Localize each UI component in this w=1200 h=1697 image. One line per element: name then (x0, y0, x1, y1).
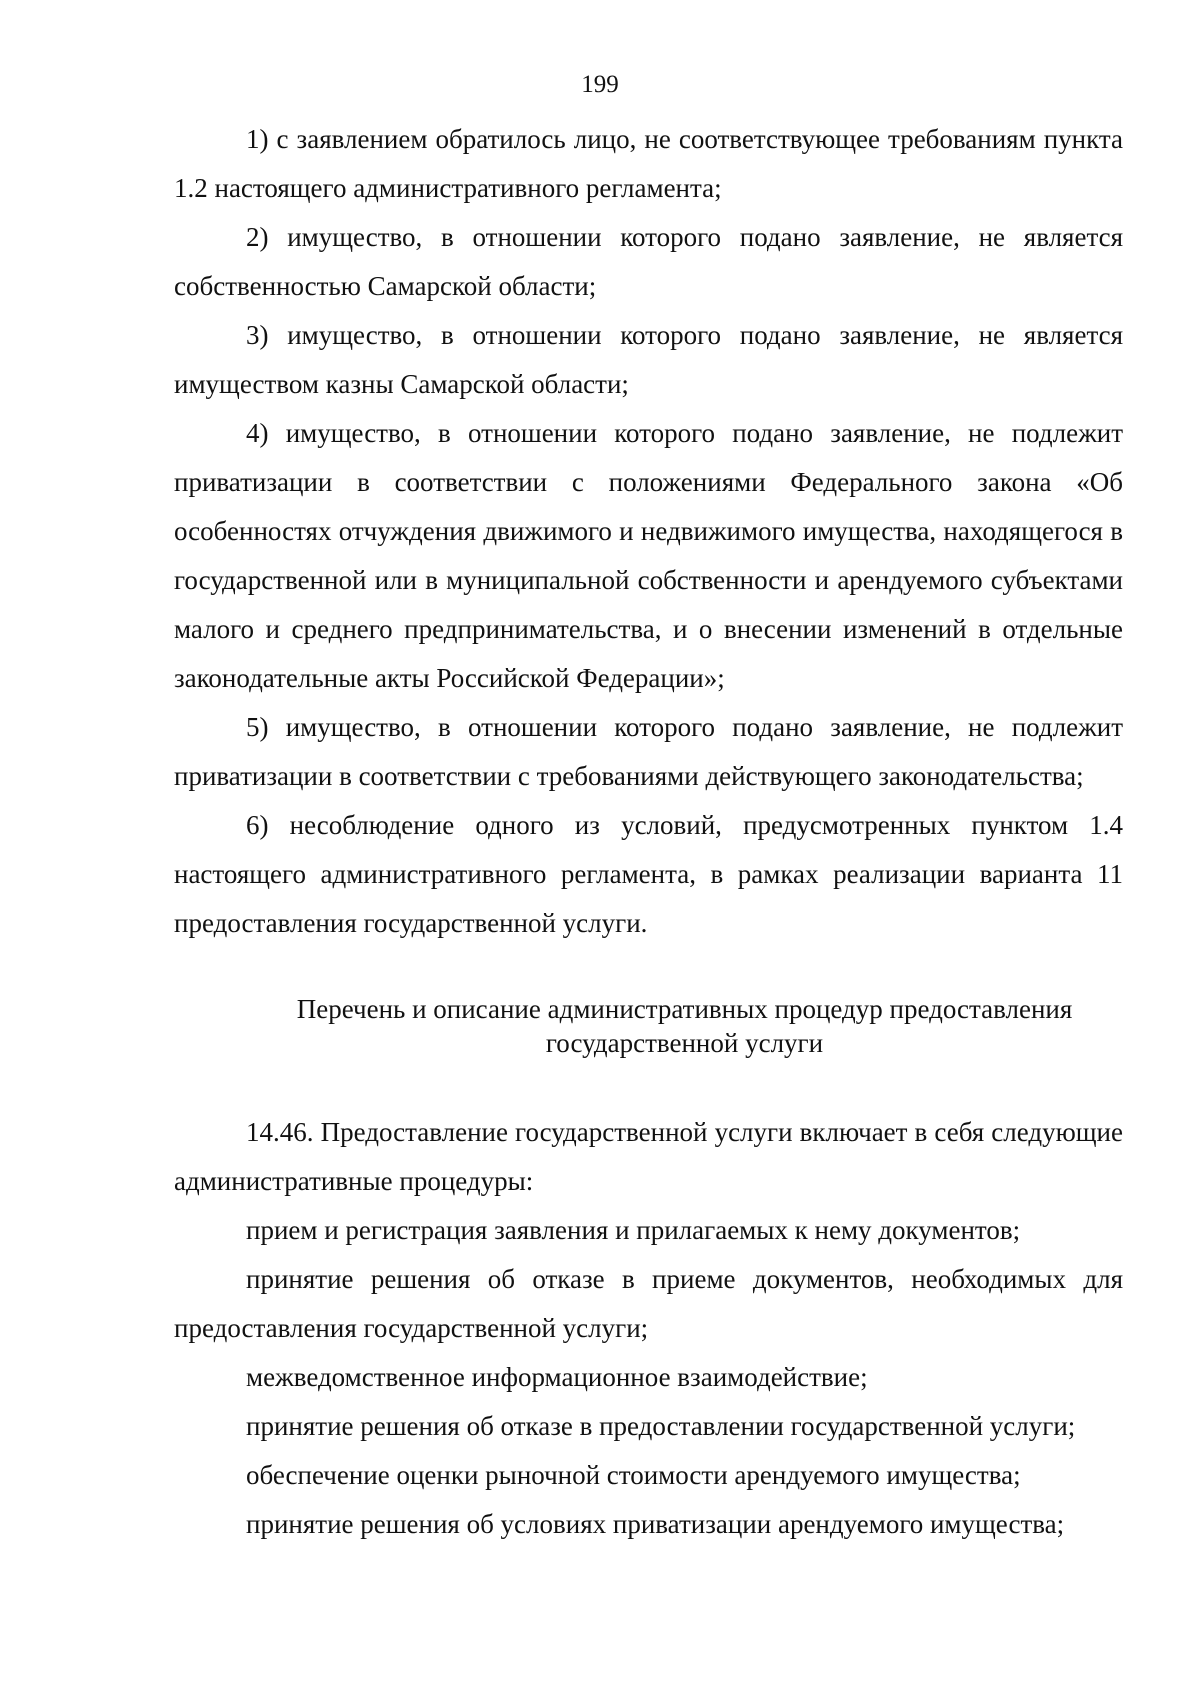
procedure-item-6: принятие решения об условиях приватизации арендуемого имущества; (246, 1509, 1065, 1539)
list-item-5: 5) имущество, в отношении которого подано заявление, не подлежит приватизации в соответствии с требованиями действующего законодательства; (174, 712, 1123, 791)
list-item-3: 3) имущество, в отношении которого подано заявление, не является имуществом казны Самарской области; (174, 320, 1123, 399)
section-intro: 14.46. Предоставление государственной услуги включает в себя следующие административные процедуры: (174, 1117, 1123, 1196)
procedure-item-4: принятие решения об отказе в предоставлении государственной услуги; (246, 1411, 1076, 1441)
list-item-2: 2) имущество, в отношении которого подано заявление, не является собственностью Самарской области; (174, 222, 1123, 301)
document-body (174, 115, 1123, 1549)
section-heading-line-1: Перечень и описание административных процедур предоставления (296, 994, 1073, 1024)
procedure-item-5: обеспечение оценки рыночной стоимости арендуемого имущества; (246, 1460, 1021, 1490)
procedure-item-1: прием и регистрация заявления и прилагаемых к нему документов; (246, 1215, 1021, 1245)
list-item-6: 6) несоблюдение одного из условий, предусмотренных пунктом 1.4 настоящего административного регламента, в рамках реализации варианта 11 предоставления государственной услуги. (174, 810, 1123, 938)
section-heading (174, 992, 1123, 1060)
section-heading-line-2: государственной услуги (545, 1028, 824, 1058)
page-number: 199 (581, 71, 619, 98)
list-item-1: 1) с заявлением обратилось лицо, не соответствующее требованиям пункта 1.2 настоящего административного регламента; (174, 124, 1123, 203)
procedure-item-3: межведомственное информационное взаимодействие; (246, 1362, 868, 1392)
list-item-4: 4) имущество, в отношении которого подано заявление, не подлежит приватизации в соответствии с положениями Федерального закона «Об особенностях отчуждения движимого и недвижимого имущества, находящегося в государственной или в муниципальной собственности и арендуемого субъектами малого и среднего предпринимательства, и о внесении изменений в отдельные законодательные акты Российской Федерации»; (174, 418, 1123, 693)
procedure-item-2: принятие решения об отказе в приеме документов, необходимых для предоставления государственной услуги; (174, 1264, 1123, 1343)
